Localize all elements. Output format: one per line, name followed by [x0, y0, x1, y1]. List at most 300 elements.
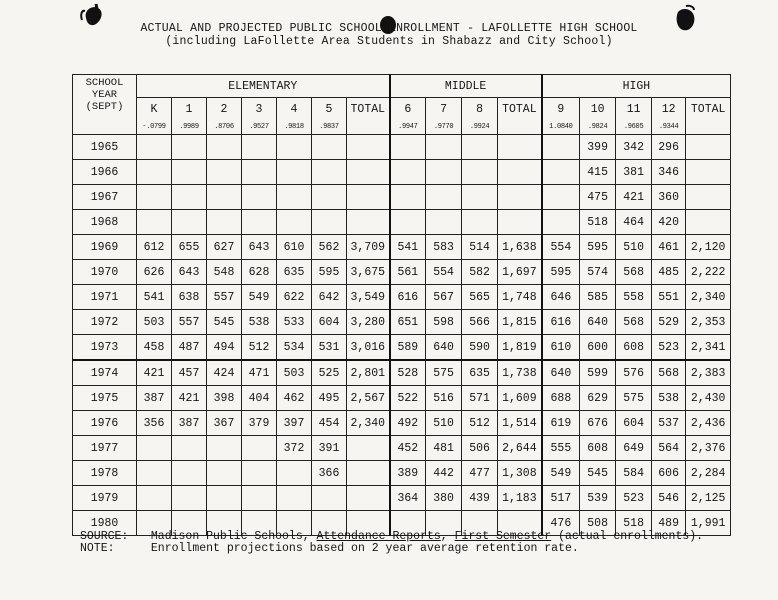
- grade-header: 7: [426, 98, 462, 121]
- enrollment-cell: 539: [580, 486, 616, 511]
- enrollment-cell: 508: [580, 511, 616, 536]
- source-org: Madison Public Schools,: [150, 530, 310, 543]
- enrollment-cell: 2,353: [686, 310, 731, 335]
- enrollment-cell: 533: [277, 310, 312, 335]
- enrollment-cell: 1,991: [686, 511, 731, 536]
- enrollment-cell: 640: [426, 335, 462, 361]
- enrollment-cell: [172, 185, 207, 210]
- table-row: [73, 436, 731, 461]
- enrollment-cell: 516: [426, 386, 462, 411]
- enrollment-cell: 3,675: [347, 260, 390, 285]
- enrollment-cell: 1,638: [498, 235, 542, 260]
- source-separator: ,: [440, 530, 448, 543]
- grade-header: K: [137, 98, 172, 121]
- enrollment-cell: 2,383: [686, 360, 731, 386]
- enrollment-cell: 457: [172, 360, 207, 386]
- table-row: [73, 386, 731, 411]
- enrollment-cell: [347, 185, 390, 210]
- enrollment-cell: 512: [462, 411, 498, 436]
- enrollment-cell: [462, 185, 498, 210]
- enrollment-cell: 595: [542, 260, 580, 285]
- grade-header: TOTAL: [686, 98, 731, 121]
- enrollment-cell: 1,738: [498, 360, 542, 386]
- enrollment-cell: [426, 210, 462, 235]
- enrollment-cell: 537: [652, 411, 686, 436]
- enrollment-cell: 391: [312, 436, 347, 461]
- enrollment-cell: 1,819: [498, 335, 542, 361]
- enrollment-cell: 568: [616, 260, 652, 285]
- grade-header: 2: [207, 98, 242, 121]
- enrollment-cell: 643: [172, 260, 207, 285]
- enrollment-cell: [277, 135, 312, 160]
- enrollment-cell: 517: [542, 486, 580, 511]
- enrollment-cell: [137, 461, 172, 486]
- enrollment-cell: 494: [207, 335, 242, 361]
- enrollment-cell: 638: [172, 285, 207, 310]
- table-row: [73, 411, 731, 436]
- grade-header: 12: [652, 98, 686, 121]
- enrollment-cell: [686, 135, 731, 160]
- enrollment-cell: 342: [616, 135, 652, 160]
- enrollment-cell: 475: [580, 185, 616, 210]
- enrollment-cell: 2,430: [686, 386, 731, 411]
- enrollment-cell: [242, 436, 277, 461]
- retention-rate-cell: .9947: [390, 120, 426, 135]
- enrollment-cell: 554: [426, 260, 462, 285]
- enrollment-cell: 557: [172, 310, 207, 335]
- table-row: [73, 185, 731, 210]
- enrollment-cell: [207, 185, 242, 210]
- year-cell: 1974: [73, 360, 137, 386]
- enrollment-cell: 589: [390, 335, 426, 361]
- enrollment-cell: 538: [242, 310, 277, 335]
- enrollment-cell: [498, 210, 542, 235]
- enrollment-cell: [462, 210, 498, 235]
- enrollment-cell: 545: [580, 461, 616, 486]
- enrollment-cell: [426, 185, 462, 210]
- enrollment-cell: [207, 436, 242, 461]
- enrollment-cell: 676: [580, 411, 616, 436]
- enrollment-cell: 3,709: [347, 235, 390, 260]
- enrollment-cell: 380: [426, 486, 462, 511]
- enrollment-cell: 564: [652, 436, 686, 461]
- enrollment-cell: 548: [207, 260, 242, 285]
- enrollment-cell: 421: [137, 360, 172, 386]
- enrollment-cell: 585: [580, 285, 616, 310]
- enrollment-cell: [207, 135, 242, 160]
- enrollment-cell: 538: [652, 386, 686, 411]
- enrollment-cell: [137, 210, 172, 235]
- enrollment-cell: 458: [137, 335, 172, 361]
- year-header-line-3: (SEPT): [85, 101, 124, 113]
- grade-header-row: [73, 98, 731, 121]
- enrollment-cell: 635: [462, 360, 498, 386]
- enrollment-cell: 503: [137, 310, 172, 335]
- enrollment-cell: 364: [390, 486, 426, 511]
- table-row: [73, 210, 731, 235]
- enrollment-cell: 549: [242, 285, 277, 310]
- enrollment-cell: 523: [616, 486, 652, 511]
- enrollment-cell: 518: [580, 210, 616, 235]
- enrollment-cell: 387: [137, 386, 172, 411]
- enrollment-cell: 485: [652, 260, 686, 285]
- enrollment-cell: [172, 486, 207, 511]
- enrollment-cell: 629: [580, 386, 616, 411]
- enrollment-cell: 1,748: [498, 285, 542, 310]
- year-cell: 1980: [73, 511, 137, 536]
- enrollment-cell: 523: [652, 335, 686, 361]
- year-cell: 1972: [73, 310, 137, 335]
- enrollment-cell: 616: [542, 310, 580, 335]
- enrollment-cell: 2,222: [686, 260, 731, 285]
- year-cell: 1967: [73, 185, 137, 210]
- enrollment-cell: 688: [542, 386, 580, 411]
- enrollment-cell: 557: [207, 285, 242, 310]
- enrollment-cell: [207, 160, 242, 185]
- enrollment-cell: 367: [207, 411, 242, 436]
- enrollment-cell: 528: [390, 360, 426, 386]
- enrollment-cell: 2,341: [686, 335, 731, 361]
- enrollment-cell: [542, 185, 580, 210]
- enrollment-cell: 554: [542, 235, 580, 260]
- source-tail: (actual enrollments).: [558, 530, 704, 543]
- table-row: [73, 235, 731, 260]
- enrollment-cell: [172, 210, 207, 235]
- enrollment-cell: 610: [542, 335, 580, 361]
- enrollment-cell: 549: [542, 461, 580, 486]
- source-report-attendance: Attendance Reports: [316, 530, 441, 543]
- retention-rate-cell: [347, 120, 390, 135]
- note-line: [80, 542, 579, 555]
- enrollment-cell: 628: [242, 260, 277, 285]
- year-cell: 1976: [73, 411, 137, 436]
- enrollment-cell: 442: [426, 461, 462, 486]
- table-row: [73, 310, 731, 335]
- enrollment-cell: [312, 135, 347, 160]
- document-subtitle: (including LaFollette Area Students in Shabazz and City School): [165, 35, 613, 48]
- enrollment-cell: 389: [390, 461, 426, 486]
- enrollment-cell: 489: [652, 511, 686, 536]
- enrollment-cell: [242, 160, 277, 185]
- enrollment-cell: 2,376: [686, 436, 731, 461]
- enrollment-cell: 600: [580, 335, 616, 361]
- enrollment-cell: [312, 160, 347, 185]
- retention-rate-row: [73, 120, 731, 135]
- enrollment-cell: [137, 486, 172, 511]
- enrollment-cell: 487: [172, 335, 207, 361]
- table-row: [73, 160, 731, 185]
- retention-rate-cell: .8706: [207, 120, 242, 135]
- enrollment-cell: 546: [652, 486, 686, 511]
- enrollment-cell: 454: [312, 411, 347, 436]
- enrollment-cell: 619: [542, 411, 580, 436]
- enrollment-cell: 2,567: [347, 386, 390, 411]
- enrollment-cell: [207, 210, 242, 235]
- retention-rate-cell: -.0799: [137, 120, 172, 135]
- enrollment-cell: [242, 185, 277, 210]
- retention-rate-cell: [686, 120, 731, 135]
- enrollment-cell: 481: [426, 436, 462, 461]
- enrollment-cell: 492: [390, 411, 426, 436]
- year-header-line-2: YEAR: [91, 89, 118, 101]
- enrollment-cell: 296: [652, 135, 686, 160]
- enrollment-cell: 595: [312, 260, 347, 285]
- enrollment-cell: [390, 210, 426, 235]
- grade-header: 8: [462, 98, 498, 121]
- enrollment-cell: 545: [207, 310, 242, 335]
- enrollment-cell: [172, 461, 207, 486]
- enrollment-cell: 649: [616, 436, 652, 461]
- enrollment-cell: 2,340: [347, 411, 390, 436]
- enrollment-cell: 2,284: [686, 461, 731, 486]
- enrollment-cell: [242, 135, 277, 160]
- enrollment-cell: [542, 210, 580, 235]
- grade-header: 6: [390, 98, 426, 121]
- header-group-row: [73, 75, 731, 98]
- year-cell: 1968: [73, 210, 137, 235]
- enrollment-cell: 610: [277, 235, 312, 260]
- enrollment-cell: 529: [652, 310, 686, 335]
- enrollment-cell: 2,125: [686, 486, 731, 511]
- year-cell: 1965: [73, 135, 137, 160]
- enrollment-cell: 646: [542, 285, 580, 310]
- enrollment-cell: 575: [616, 386, 652, 411]
- note-text: Enrollment projections based on 2 year average retention rate.: [150, 542, 579, 555]
- enrollment-cell: 598: [426, 310, 462, 335]
- enrollment-cell: [347, 210, 390, 235]
- enrollment-cell: 424: [207, 360, 242, 386]
- enrollment-cell: [347, 461, 390, 486]
- enrollment-cell: 512: [242, 335, 277, 361]
- enrollment-cell: 397: [277, 411, 312, 436]
- grade-header: 1: [172, 98, 207, 121]
- year-cell: 1969: [73, 235, 137, 260]
- enrollment-cell: 599: [580, 360, 616, 386]
- table-row: [73, 135, 731, 160]
- enrollment-cell: 476: [542, 511, 580, 536]
- grade-header: 9: [542, 98, 580, 121]
- enrollment-cell: [390, 185, 426, 210]
- grade-header: TOTAL: [347, 98, 390, 121]
- enrollment-cell: 555: [542, 436, 580, 461]
- enrollment-cell: 627: [207, 235, 242, 260]
- enrollment-cell: 452: [390, 436, 426, 461]
- enrollment-cell: 503: [277, 360, 312, 386]
- enrollment-cell: 595: [580, 235, 616, 260]
- enrollment-cell: 522: [390, 386, 426, 411]
- enrollment-cell: 461: [652, 235, 686, 260]
- enrollment-cell: [347, 436, 390, 461]
- retention-rate-cell: .9605: [616, 120, 652, 135]
- enrollment-cell: [137, 135, 172, 160]
- enrollment-cell: 558: [616, 285, 652, 310]
- enrollment-cell: 518: [616, 511, 652, 536]
- enrollment-cell: 612: [137, 235, 172, 260]
- enrollment-cell: [542, 160, 580, 185]
- enrollment-cell: 404: [242, 386, 277, 411]
- enrollment-cell: [137, 160, 172, 185]
- enrollment-cell: 604: [312, 310, 347, 335]
- enrollment-cell: 565: [462, 285, 498, 310]
- enrollment-cell: 471: [242, 360, 277, 386]
- enrollment-cell: 567: [426, 285, 462, 310]
- enrollment-cell: 381: [616, 160, 652, 185]
- enrollment-cell: 606: [652, 461, 686, 486]
- enrollment-cell: [277, 210, 312, 235]
- enrollment-cell: 562: [312, 235, 347, 260]
- enrollment-cell: 604: [616, 411, 652, 436]
- elementary-group-header: ELEMENTARY: [137, 75, 390, 98]
- enrollment-cell: 616: [390, 285, 426, 310]
- enrollment-cell: [207, 461, 242, 486]
- retention-rate-cell: .9989: [172, 120, 207, 135]
- enrollment-cell: [312, 185, 347, 210]
- enrollment-cell: 1,815: [498, 310, 542, 335]
- table-row: [73, 285, 731, 310]
- table-row: [73, 260, 731, 285]
- enrollment-cell: 356: [137, 411, 172, 436]
- enrollment-cell: 366: [312, 461, 347, 486]
- grade-header: TOTAL: [498, 98, 542, 121]
- enrollment-cell: [172, 135, 207, 160]
- year-cell: 1977: [73, 436, 137, 461]
- enrollment-cell: [686, 185, 731, 210]
- grade-header: 10: [580, 98, 616, 121]
- enrollment-cell: 640: [580, 310, 616, 335]
- table-row: [73, 335, 731, 361]
- note-label: NOTE:: [80, 542, 115, 555]
- retention-rate-cell: .9824: [580, 120, 616, 135]
- enrollment-cell: 1,514: [498, 411, 542, 436]
- enrollment-cell: 534: [277, 335, 312, 361]
- enrollment-cell: 3,016: [347, 335, 390, 361]
- enrollment-cell: 584: [616, 461, 652, 486]
- year-cell: 1975: [73, 386, 137, 411]
- enrollment-cell: 575: [426, 360, 462, 386]
- table-row: [73, 360, 731, 386]
- retention-rate-cell: .9924: [462, 120, 498, 135]
- enrollment-cell: 477: [462, 461, 498, 486]
- enrollment-cell: [498, 185, 542, 210]
- year-header-line-1: SCHOOL: [85, 77, 124, 89]
- enrollment-cell: 495: [312, 386, 347, 411]
- enrollment-cell: 2,120: [686, 235, 731, 260]
- enrollment-cell: 574: [580, 260, 616, 285]
- enrollment-cell: 462: [277, 386, 312, 411]
- enrollment-cell: 360: [652, 185, 686, 210]
- enrollment-cell: 582: [462, 260, 498, 285]
- retention-rate-cell: .9770: [426, 120, 462, 135]
- enrollment-cell: 3,549: [347, 285, 390, 310]
- enrollment-cell: 655: [172, 235, 207, 260]
- enrollment-cell: 464: [616, 210, 652, 235]
- enrollment-cell: 421: [616, 185, 652, 210]
- enrollment-cell: [137, 436, 172, 461]
- table-row: [73, 486, 731, 511]
- enrollment-cell: 590: [462, 335, 498, 361]
- enrollment-cell: 514: [462, 235, 498, 260]
- retention-rate-cell: .9527: [242, 120, 277, 135]
- enrollment-cell: [277, 185, 312, 210]
- enrollment-cell: 568: [616, 310, 652, 335]
- enrollment-cell: 439: [462, 486, 498, 511]
- enrollment-cell: 541: [390, 235, 426, 260]
- enrollment-cell: [312, 210, 347, 235]
- enrollment-cell: 506: [462, 436, 498, 461]
- enrollment-cell: [462, 135, 498, 160]
- middle-group-header: MIDDLE: [390, 75, 542, 98]
- enrollment-cell: 379: [242, 411, 277, 436]
- enrollment-cell: 1,183: [498, 486, 542, 511]
- enrollment-cell: [426, 135, 462, 160]
- enrollment-cell: 1,609: [498, 386, 542, 411]
- enrollment-cell: 387: [172, 411, 207, 436]
- enrollment-cell: 642: [312, 285, 347, 310]
- enrollment-cell: 568: [652, 360, 686, 386]
- retention-rate-cell: .9344: [652, 120, 686, 135]
- year-cell: 1979: [73, 486, 137, 511]
- enrollment-cell: 510: [616, 235, 652, 260]
- grade-header: 5: [312, 98, 347, 121]
- enrollment-cell: [390, 135, 426, 160]
- enrollment-cell: 608: [580, 436, 616, 461]
- enrollment-cell: 421: [172, 386, 207, 411]
- retention-rate-cell: .9837: [312, 120, 347, 135]
- enrollment-cell: [137, 185, 172, 210]
- grade-header: 3: [242, 98, 277, 121]
- enrollment-cell: 420: [652, 210, 686, 235]
- enrollment-cell: 651: [390, 310, 426, 335]
- year-cell: 1971: [73, 285, 137, 310]
- enrollment-cell: 1,697: [498, 260, 542, 285]
- year-cell: 1970: [73, 260, 137, 285]
- enrollment-cell: [207, 486, 242, 511]
- enrollment-cell: 1,308: [498, 461, 542, 486]
- enrollment-cell: [686, 210, 731, 235]
- enrollment-table: [72, 74, 731, 536]
- enrollment-cell: 2,644: [498, 436, 542, 461]
- enrollment-cell: [347, 160, 390, 185]
- enrollment-cell: 3,280: [347, 310, 390, 335]
- enrollment-cell: [277, 160, 312, 185]
- enrollment-cell: 551: [652, 285, 686, 310]
- enrollment-cell: 576: [616, 360, 652, 386]
- enrollment-cell: 346: [652, 160, 686, 185]
- enrollment-cell: 635: [277, 260, 312, 285]
- enrollment-cell: [542, 135, 580, 160]
- table-row: [73, 461, 731, 486]
- enrollment-cell: 531: [312, 335, 347, 361]
- enrollment-cell: 622: [277, 285, 312, 310]
- enrollment-cell: [347, 486, 390, 511]
- year-cell: 1966: [73, 160, 137, 185]
- enrollment-cell: 398: [207, 386, 242, 411]
- enrollment-cell: [312, 486, 347, 511]
- enrollment-cell: [242, 461, 277, 486]
- enrollment-cell: [347, 135, 390, 160]
- enrollment-cell: 2,340: [686, 285, 731, 310]
- enrollment-cell: 2,436: [686, 411, 731, 436]
- year-cell: 1978: [73, 461, 137, 486]
- enrollment-cell: 583: [426, 235, 462, 260]
- enrollment-cell: 510: [426, 411, 462, 436]
- year-column-header: [73, 75, 137, 135]
- enrollment-cell: 372: [277, 436, 312, 461]
- enrollment-cell: 415: [580, 160, 616, 185]
- source-label: SOURCE:: [80, 530, 129, 543]
- enrollment-cell: 571: [462, 386, 498, 411]
- enrollment-cell: [277, 486, 312, 511]
